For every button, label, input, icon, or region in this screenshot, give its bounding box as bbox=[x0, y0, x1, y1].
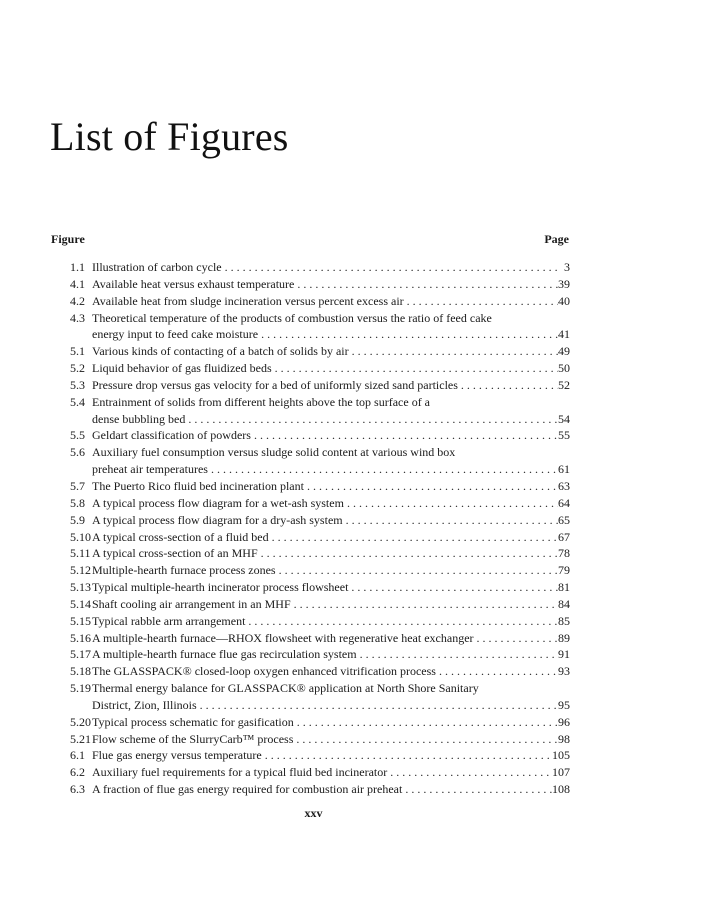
page-reference[interactable]: 93 bbox=[558, 664, 570, 679]
dot-leader bbox=[272, 360, 558, 377]
figure-entry[interactable] bbox=[51, 781, 570, 798]
figure-number: 5.10 bbox=[70, 529, 91, 544]
figure-number: 5.4 bbox=[70, 394, 85, 409]
dot-leader bbox=[348, 579, 558, 596]
page-reference[interactable]: 40 bbox=[558, 293, 570, 308]
dot-leader bbox=[404, 293, 558, 310]
figure-entry[interactable] bbox=[51, 764, 570, 781]
dot-leader bbox=[294, 714, 558, 731]
figure-caption: Typical multiple-hearth incinerator process flowsheet bbox=[92, 580, 349, 595]
figure-number: 4.1 bbox=[70, 276, 85, 291]
figure-number: 6.2 bbox=[70, 765, 85, 780]
dot-leader bbox=[294, 276, 558, 293]
page-reference[interactable]: 107 bbox=[552, 765, 570, 780]
page-reference[interactable]: 49 bbox=[558, 344, 570, 359]
dot-leader bbox=[245, 613, 558, 630]
figure-entry[interactable] bbox=[51, 630, 570, 647]
figure-number: 5.13 bbox=[70, 580, 91, 595]
figure-caption: Flow scheme of the SlurryCarb™ process bbox=[92, 731, 294, 746]
figure-caption: Shaft cooling air arrangement in an MHF bbox=[92, 596, 291, 611]
figure-entry[interactable] bbox=[51, 478, 570, 495]
page-reference[interactable]: 61 bbox=[558, 462, 570, 477]
dot-leader bbox=[291, 596, 558, 613]
dot-leader bbox=[343, 512, 558, 529]
figure-entry[interactable] bbox=[51, 495, 570, 512]
dot-leader bbox=[208, 461, 558, 478]
figure-caption: Auxiliary fuel consumption versus sludge solid content at various wind box bbox=[92, 445, 456, 460]
dot-leader bbox=[258, 545, 558, 562]
figure-number: 4.2 bbox=[70, 293, 85, 308]
figure-list bbox=[51, 259, 570, 798]
dot-leader bbox=[269, 529, 558, 546]
figure-caption: A typical cross-section of an MHF bbox=[92, 546, 258, 561]
page-reference[interactable]: 54 bbox=[558, 411, 570, 426]
figure-caption: Multiple-hearth furnace process zones bbox=[92, 563, 276, 578]
page-reference[interactable]: 55 bbox=[558, 428, 570, 443]
figure-entry[interactable] bbox=[51, 545, 570, 562]
figure-caption: A multiple-hearth furnace flue gas recirculation system bbox=[92, 647, 357, 662]
page-reference[interactable]: 91 bbox=[558, 647, 570, 662]
figure-caption: Thermal energy balance for GLASSPACK® application at North Shore Sanitary bbox=[92, 681, 479, 696]
figure-caption: The Puerto Rico fluid bed incineration plant bbox=[92, 478, 304, 493]
figure-number: 5.15 bbox=[70, 613, 91, 628]
figure-number: 5.18 bbox=[70, 664, 91, 679]
figure-number: 6.1 bbox=[70, 748, 85, 763]
dot-leader bbox=[222, 259, 560, 276]
figure-number: 5.8 bbox=[70, 495, 85, 510]
figure-number: 5.19 bbox=[70, 681, 91, 696]
page-reference[interactable]: 65 bbox=[558, 512, 570, 527]
page-reference[interactable]: 85 bbox=[558, 613, 570, 628]
figure-number: 5.2 bbox=[70, 361, 85, 376]
figure-caption: Liquid behavior of gas fluidized beds bbox=[92, 361, 272, 376]
page-number: xxv bbox=[304, 806, 323, 820]
figure-number: 5.6 bbox=[70, 445, 85, 460]
figure-entry[interactable] bbox=[51, 293, 570, 310]
figure-caption: energy input to feed cake moisture bbox=[92, 327, 259, 342]
figure-caption: A typical process flow diagram for a dry-ash system bbox=[92, 512, 343, 527]
page-reference[interactable]: 78 bbox=[558, 546, 570, 561]
figure-caption: dense bubbling bed bbox=[92, 411, 186, 426]
figure-entry[interactable] bbox=[51, 276, 570, 293]
figure-caption: Geldart classification of powders bbox=[92, 428, 251, 443]
dot-leader bbox=[458, 377, 558, 394]
figure-entry[interactable] bbox=[51, 444, 570, 478]
dot-leader bbox=[402, 781, 552, 798]
figure-column-header: Figure bbox=[51, 232, 85, 246]
figure-number: 5.1 bbox=[70, 344, 85, 359]
dot-leader bbox=[293, 731, 558, 748]
figure-number: 1.1 bbox=[70, 260, 85, 274]
page-reference[interactable]: 52 bbox=[558, 377, 570, 392]
page-reference[interactable]: 63 bbox=[558, 478, 570, 493]
figure-caption: preheat air temperatures bbox=[92, 462, 208, 477]
page-reference[interactable]: 98 bbox=[558, 731, 570, 746]
figure-caption: Available heat from sludge incineration versus percent excess air bbox=[92, 293, 404, 308]
figure-number: 5.11 bbox=[70, 546, 91, 561]
figure-caption: A typical cross-section of a fluid bed bbox=[92, 529, 269, 544]
figure-entry[interactable] bbox=[51, 731, 570, 748]
figure-entry[interactable] bbox=[51, 343, 570, 360]
dot-leader bbox=[436, 663, 558, 680]
figure-number: 5.16 bbox=[70, 630, 91, 645]
page-title: List of Figures bbox=[50, 114, 289, 159]
figure-caption: Entrainment of solids from different heights above the top surface of a bbox=[92, 394, 431, 409]
page-reference[interactable]: 39 bbox=[558, 276, 570, 291]
dot-leader bbox=[262, 747, 552, 764]
page-reference[interactable]: 105 bbox=[552, 748, 570, 763]
dot-leader bbox=[349, 343, 558, 360]
figure-caption: A typical process flow diagram for a wet-ash system bbox=[92, 495, 344, 510]
figure-caption: Typical process schematic for gasification bbox=[92, 714, 294, 729]
figure-entry[interactable] bbox=[51, 259, 570, 276]
figure-number: 5.7 bbox=[70, 478, 85, 493]
page-reference[interactable]: 81 bbox=[558, 580, 570, 595]
page-reference[interactable]: 41 bbox=[558, 327, 570, 342]
page-reference[interactable]: 50 bbox=[558, 361, 570, 376]
figure-caption: Various kinds of contacting of a batch of solids by air bbox=[92, 344, 349, 359]
figure-entry[interactable] bbox=[51, 512, 570, 529]
figure-number: 5.21 bbox=[70, 731, 91, 746]
dot-leader bbox=[344, 495, 558, 512]
page-reference[interactable]: 84 bbox=[558, 596, 570, 611]
figure-number: 5.3 bbox=[70, 377, 85, 392]
figure-entry[interactable] bbox=[51, 562, 570, 579]
dot-leader bbox=[258, 326, 558, 343]
figure-caption: A fraction of flue gas energy required for combustion air preheat bbox=[92, 782, 403, 797]
figure-number: 5.14 bbox=[70, 596, 91, 611]
figure-number: 5.12 bbox=[70, 563, 91, 578]
figure-caption: Auxiliary fuel requirements for a typical fluid bed incinerator bbox=[92, 765, 388, 780]
figure-entry[interactable] bbox=[51, 680, 570, 714]
figure-entry[interactable] bbox=[51, 596, 570, 613]
figure-caption: Illustration of carbon cycle bbox=[92, 260, 222, 274]
figure-entry[interactable] bbox=[51, 529, 570, 546]
figure-entry[interactable] bbox=[51, 714, 570, 731]
figure-entry[interactable] bbox=[51, 613, 570, 630]
dot-leader bbox=[276, 562, 558, 579]
figure-caption: Available heat versus exhaust temperature bbox=[92, 276, 295, 291]
page-reference[interactable]: 95 bbox=[558, 697, 570, 712]
figure-entry[interactable] bbox=[51, 394, 570, 428]
dot-leader bbox=[387, 764, 552, 781]
figure-caption: Typical rabble arm arrangement bbox=[92, 613, 246, 628]
figure-number: 4.3 bbox=[70, 310, 85, 325]
figure-entry[interactable] bbox=[51, 377, 570, 394]
figure-entry[interactable] bbox=[51, 646, 570, 663]
figure-entry[interactable] bbox=[51, 579, 570, 596]
page-reference[interactable]: 3 bbox=[564, 260, 570, 274]
page-reference[interactable]: 96 bbox=[558, 714, 570, 729]
figure-number: 6.3 bbox=[70, 782, 85, 797]
dot-leader bbox=[357, 646, 558, 663]
figure-number: 5.17 bbox=[70, 647, 91, 662]
figure-number: 5.5 bbox=[70, 428, 85, 443]
dot-leader bbox=[251, 427, 558, 444]
figure-caption: Flue gas energy versus temperature bbox=[92, 748, 262, 763]
figure-caption: Theoretical temperature of the products of combustion versus the ratio of feed cake bbox=[92, 310, 492, 325]
page-reference[interactable]: 108 bbox=[552, 782, 570, 797]
figure-caption: The GLASSPACK® closed-loop oxygen enhanced vitrification process bbox=[92, 664, 436, 679]
figure-caption: Pressure drop versus gas velocity for a bed of uniformly sized sand particles bbox=[92, 377, 458, 392]
page-column-header: Page bbox=[544, 232, 569, 246]
figure-caption: District, Zion, Illinois bbox=[92, 697, 197, 712]
dot-leader bbox=[474, 630, 558, 647]
dot-leader bbox=[185, 411, 558, 428]
dot-leader bbox=[304, 478, 558, 495]
dot-leader bbox=[197, 697, 558, 714]
figure-entry[interactable] bbox=[51, 427, 570, 444]
page-reference[interactable]: 79 bbox=[558, 563, 570, 578]
figure-caption: A multiple-hearth furnace—RHOX flowsheet with regenerative heat exchanger bbox=[92, 630, 474, 645]
figure-number: 5.20 bbox=[70, 714, 91, 729]
figure-entry[interactable] bbox=[51, 663, 570, 680]
figure-entry[interactable] bbox=[51, 747, 570, 764]
page-reference[interactable]: 89 bbox=[558, 630, 570, 645]
page-reference[interactable]: 64 bbox=[558, 495, 570, 510]
page-reference[interactable]: 67 bbox=[558, 529, 570, 544]
figure-entry[interactable] bbox=[51, 310, 570, 344]
figure-number: 5.9 bbox=[70, 512, 85, 527]
figure-entry[interactable] bbox=[51, 360, 570, 377]
